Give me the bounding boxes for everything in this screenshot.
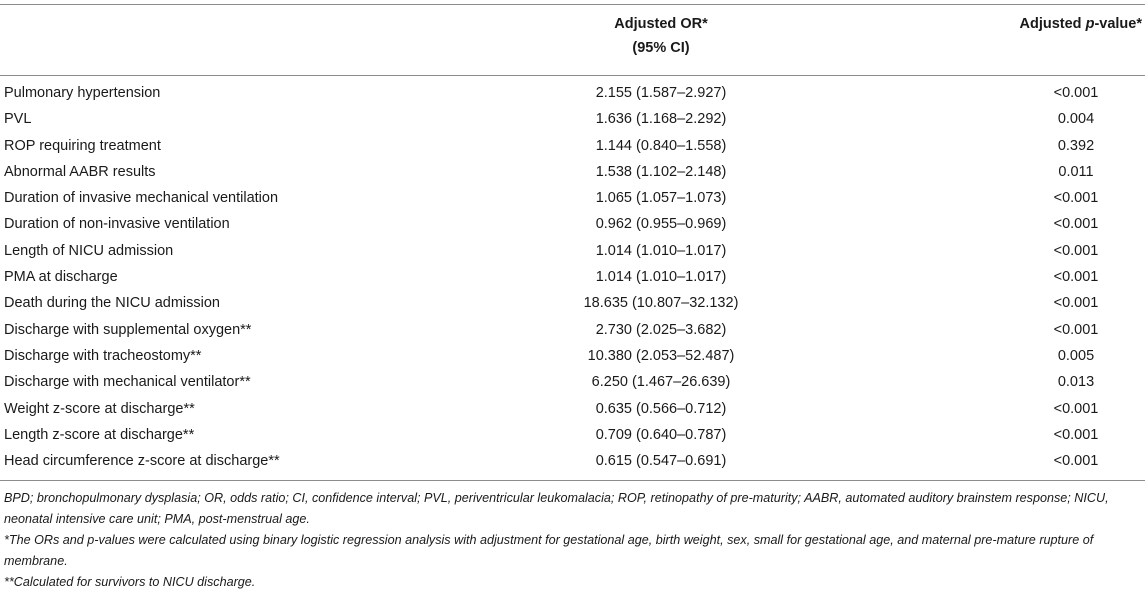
header-ci-label: (95% CI) (632, 40, 690, 56)
table-row (0, 448, 1145, 474)
row-adjusted-or: 10.380 (2.053–52.487) (587, 347, 735, 364)
row-adjusted-or: 1.636 (1.168–2.292) (595, 111, 727, 128)
row-adjusted-p-value: <0.001 (1053, 321, 1099, 338)
footnote-survivors: **Calculated for survivors to NICU discharge. (4, 575, 256, 589)
row-adjusted-or: 0.635 (0.566–0.712) (595, 400, 727, 417)
row-adjusted-or: 1.065 (1.057–1.073) (595, 190, 727, 207)
row-adjusted-p-value: <0.001 (1053, 216, 1099, 233)
row-adjusted-or: 6.250 (1.467–26.639) (591, 374, 731, 391)
row-adjusted-or: 2.155 (1.587–2.927) (595, 85, 727, 101)
row-adjusted-p-value: 0.013 (1057, 374, 1095, 391)
footnote-method: *The ORs and p-values were calculated using binary logistic regression analysis with adjustment for gestational age, birth weight, sex, small for gestational age, and maternal pre-mature rupture of membrane. (4, 533, 1094, 568)
row-adjusted-p-value: <0.001 (1053, 85, 1099, 101)
table-row (0, 106, 1145, 132)
row-adjusted-or: 1.538 (1.102–2.148) (595, 163, 727, 180)
table-row (0, 422, 1145, 448)
table-row (0, 185, 1145, 211)
table-row (0, 369, 1145, 395)
table-footnotes (4, 488, 1139, 593)
row-adjusted-p-value: <0.001 (1053, 426, 1099, 443)
table-row (0, 396, 1145, 422)
row-adjusted-p-value: <0.001 (1053, 190, 1099, 207)
footnote-abbreviations: BPD; bronchopulmonary dysplasia; OR, odds ratio; CI, confidence interval; PVL, periventricular leukomalacia; ROP, retinopathy of pre-maturity; AABR, automated auditory brainstem response; NICU, neonatal intensive care unit; PMA, post-menstrual age. (4, 491, 1109, 526)
row-adjusted-p-value: <0.001 (1053, 269, 1099, 286)
row-adjusted-p-value: <0.001 (1053, 295, 1099, 312)
row-adjusted-or: 1.014 (1.010–1.017) (595, 269, 727, 286)
table-row (0, 238, 1145, 264)
header-p-prefix: Adjusted (1019, 16, 1086, 32)
row-adjusted-p-value: <0.001 (1053, 400, 1099, 417)
row-adjusted-p-value: 0.011 (1058, 163, 1094, 180)
header-p-italic: p (1085, 16, 1095, 32)
table-bottom-rule (0, 480, 1145, 481)
row-variable: Head circumference z-score at discharge** (4, 453, 280, 470)
table-header-rule (0, 75, 1145, 76)
header-adjusted-p-value (1020, 12, 1142, 36)
row-adjusted-or: 0.962 (0.955–0.969) (595, 216, 727, 233)
row-adjusted-p-value: <0.001 (1053, 453, 1099, 470)
header-p-suffix: -value* (1094, 16, 1142, 32)
table-row (0, 133, 1145, 159)
row-variable: PMA at discharge (4, 269, 118, 286)
row-variable: ROP requiring treatment (4, 137, 161, 154)
row-variable: Discharge with mechanical ventilator** (4, 374, 251, 391)
table-top-rule (0, 4, 1145, 5)
row-adjusted-or: 1.144 (0.840–1.558) (595, 137, 727, 154)
table-row (0, 343, 1145, 369)
table-row (0, 211, 1145, 237)
row-adjusted-or: 2.730 (2.025–3.682) (595, 321, 727, 338)
header-or-label: Adjusted OR* (614, 16, 708, 32)
row-adjusted-or: 0.615 (0.547–0.691) (595, 453, 727, 470)
header-adjusted-or (532, 12, 790, 60)
table-body (0, 80, 1145, 474)
row-adjusted-p-value: 0.392 (1057, 137, 1095, 154)
row-variable: Duration of non-invasive ventilation (4, 216, 230, 233)
row-adjusted-p-value: 0.004 (1057, 111, 1095, 128)
row-variable: Abnormal AABR results (4, 163, 156, 180)
row-variable: Discharge with supplemental oxygen** (4, 321, 252, 338)
table-row (0, 264, 1145, 290)
row-adjusted-or: 18.635 (10.807–32.132) (583, 295, 739, 312)
row-adjusted-p-value: 0.005 (1057, 347, 1095, 364)
row-variable: PVL (4, 111, 32, 128)
table-row (0, 80, 1145, 106)
row-variable: Length of NICU admission (4, 242, 174, 259)
row-variable: Discharge with tracheostomy** (4, 347, 202, 364)
row-adjusted-or: 0.709 (0.640–0.787) (595, 426, 727, 443)
row-variable: Death during the NICU admission (4, 295, 220, 312)
row-adjusted-or: 1.014 (1.010–1.017) (595, 242, 727, 259)
row-variable: Pulmonary hypertension (4, 85, 161, 101)
row-variable: Duration of invasive mechanical ventilation (4, 190, 279, 207)
row-variable: Weight z-score at discharge** (4, 400, 195, 417)
table-row (0, 159, 1145, 185)
table-row (0, 290, 1145, 316)
row-variable: Length z-score at discharge** (4, 426, 195, 443)
row-adjusted-p-value: <0.001 (1053, 242, 1099, 259)
table-row (0, 317, 1145, 343)
